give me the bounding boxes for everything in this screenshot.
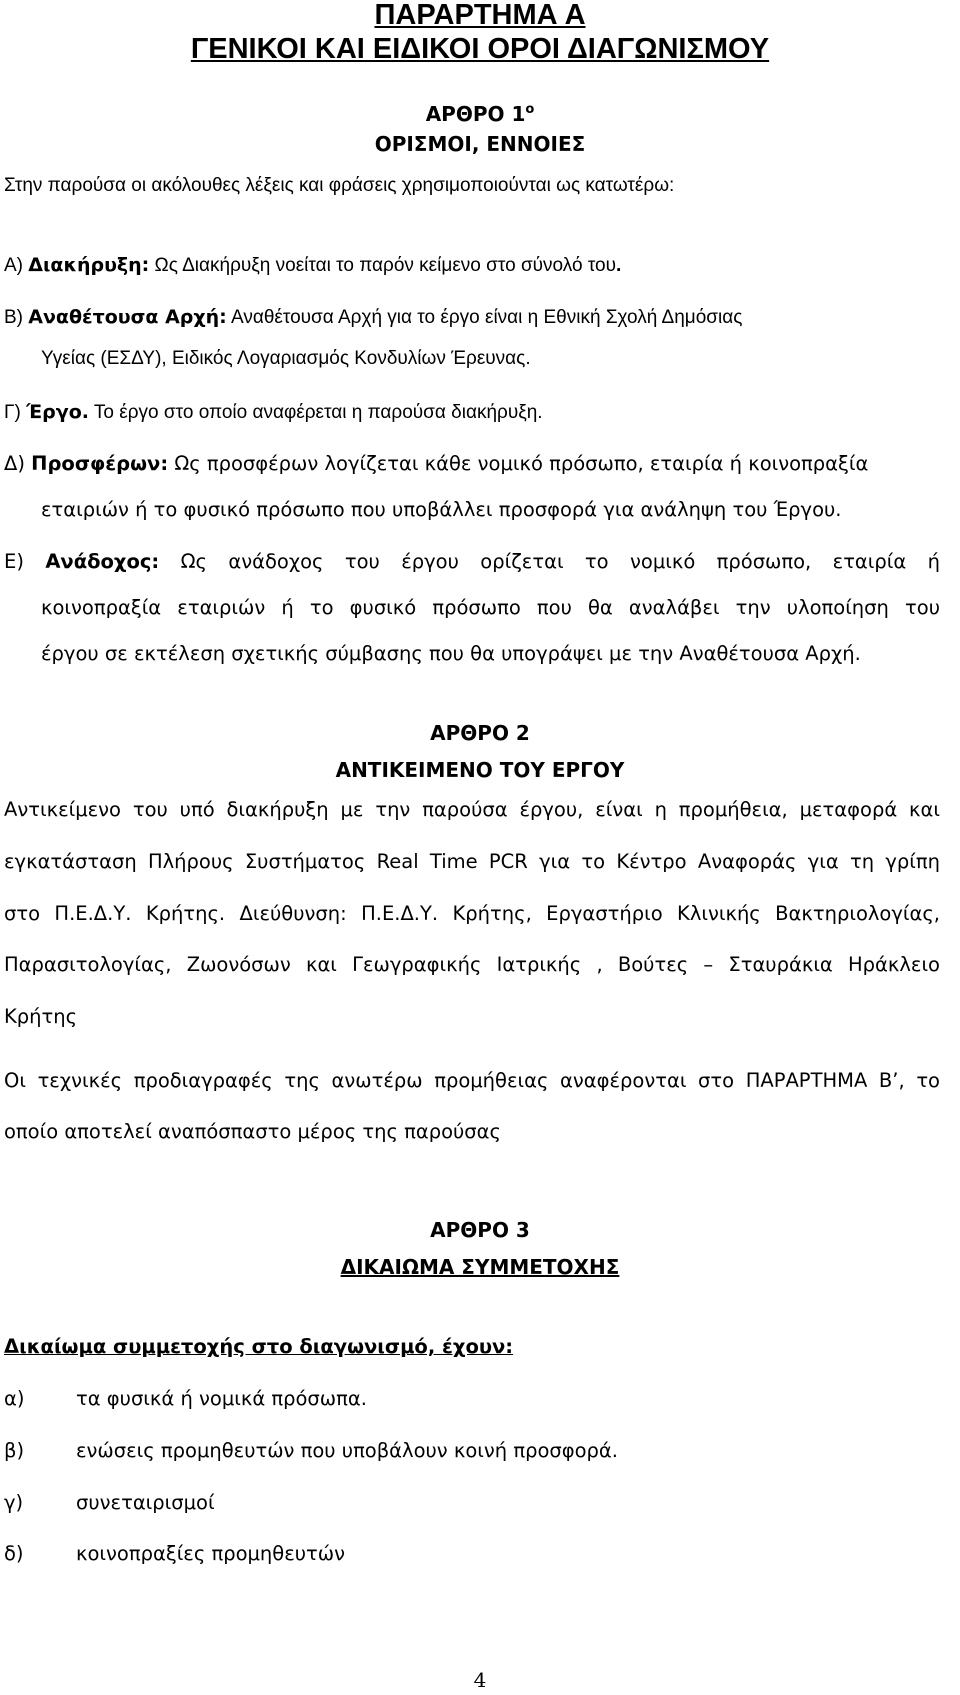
definition-a-term: Διακήρυξη: xyxy=(28,254,150,276)
definition-e-text: Ως ανάδοχος του έργου ορίζεται το νομικό πρόσωπο, εταιρία ή xyxy=(159,550,940,573)
definition-a-text: Ως Διακήρυξη νοείται το παρόν κείμενο στο σύνολό του xyxy=(149,255,617,276)
definition-e-term: Ανάδοχος: xyxy=(45,550,160,573)
article1-heading xyxy=(0,102,960,126)
definition-c xyxy=(4,401,950,424)
article2-line-4: Παρασιτολογίας, Ζωονόσων και Γεωγραφικής Ιατρικής , Βούτες – Σταυράκια Ηράκλειο xyxy=(4,953,940,976)
article2-heading: ΑΡΘΡΟ 2 xyxy=(430,721,530,745)
list-item xyxy=(4,1387,950,1410)
definition-e xyxy=(4,550,940,573)
list-item xyxy=(4,1542,950,1565)
article2-spec-line-2: οποίο αποτελεί αναπόσπαστο μέρος της παρούσας xyxy=(4,1120,501,1143)
definition-b-line2: Υγείας (ΕΣΔΥ), Ειδικός Λογαριασμός Κονδυλίων Έρευνας. xyxy=(41,348,531,369)
article2-line-1: Αντικείμενο του υπό διακήρυξη με την παρούσα έργου, είναι η προμήθεια, μεταφορά και xyxy=(4,798,940,821)
definition-a-prefix: Α) xyxy=(4,255,29,276)
article1-subheading: ΟΡΙΣΜΟΙ, ΕΝΝΟΙΕΣ xyxy=(374,132,586,156)
definition-a-end: . xyxy=(616,255,622,276)
article2-line-3: στο Π.Ε.Δ.Υ. Κρήτης. Διεύθυνση: Π.Ε.Δ.Υ. Κρήτης, Εργαστήριο Κλινικής Βακτηριολογίας, xyxy=(4,902,940,925)
definition-b-term: Αναθέτουσα Αρχή: xyxy=(28,306,227,328)
list-item-label: γ) xyxy=(4,1491,24,1514)
article3-subheading: ΔΙΚΑΙΩΜΑ ΣΥΜΜΕΤΟΧΗΣ xyxy=(340,1255,620,1279)
list-item-text: ενώσεις προμηθευτών που υποβάλουν κοινή προσφορά. xyxy=(76,1439,618,1462)
article3-heading: ΑΡΘΡΟ 3 xyxy=(430,1218,530,1242)
definition-c-text: Το έργο στο οποίο αναφέρεται η παρούσα διακήρυξη. xyxy=(88,402,543,423)
article2-spec-line-1: Οι τεχνικές προδιαγραφές της ανωτέρω προμήθειας αναφέρονται στο ΠΑΡΑΡΤΗΜΑ Β’, το xyxy=(4,1069,940,1092)
definition-d-term: Προσφέρων: xyxy=(31,452,169,475)
article2-subheading: ΑΝΤΙΚΕΙΜΕΝΟ ΤΟΥ ΕΡΓΟΥ xyxy=(335,758,625,782)
definition-a xyxy=(4,254,950,277)
definition-c-term: Έργο. xyxy=(26,401,89,423)
definition-e-line3: έργου σε εκτέλεση σχετικής σύμβασης που θα υπογράψει με την Αναθέτουσα Αρχή. xyxy=(41,642,861,665)
definition-d-text: Ως προσφέρων λογίζεται κάθε νομικό πρόσωπο, εταιρία ή κοινοπραξία xyxy=(168,452,869,475)
list-item-label: δ) xyxy=(4,1542,24,1565)
article1-intro: Στην παρούσα οι ακόλουθες λέξεις και φράσεις χρησιμοποιούνται ως κατωτέρω: xyxy=(4,175,675,196)
list-item-text: κοινοπραξίες προμηθευτών xyxy=(76,1542,346,1565)
definition-d-prefix: Δ) xyxy=(4,452,32,475)
definition-b-text: Αναθέτουσα Αρχή για το έργο είναι η Εθνική Σχολή Δημόσιας xyxy=(226,307,743,328)
list-item xyxy=(4,1491,950,1514)
annex-title: ΠΑΡΑΡΤΗΜΑ Α xyxy=(374,0,586,31)
article2-line-2: εγκατάσταση Πλήρους Συστήματος Real Time PCR για το Κέντρο Αναφοράς για τη γρίπη xyxy=(4,850,940,873)
definition-c-prefix: Γ) xyxy=(4,402,27,423)
article3-right-title: Δικαίωμα συμμετοχής στο διαγωνισμό, έχουν: xyxy=(4,1335,514,1358)
definition-e-prefix: Ε) xyxy=(4,550,46,573)
definition-e-line2: κοινοπραξία εταιριών ή το φυσικό πρόσωπο που θα αναλάβει την υλοποίηση του xyxy=(41,596,940,619)
article2-line-5: Κρήτης xyxy=(4,1005,78,1028)
list-item-label: α) xyxy=(4,1387,25,1410)
list-item-label: β) xyxy=(4,1439,25,1462)
definition-b-prefix: Β) xyxy=(4,307,29,328)
article1-heading-sup: ο xyxy=(525,102,535,117)
annex-subtitle: ΓΕΝΙΚΟΙ ΚΑΙ ΕΙΔΙΚΟΙ ΟΡΟΙ ΔΙΑΓΩΝΙΣΜΟΥ xyxy=(190,33,770,65)
definition-b xyxy=(4,306,950,329)
list-item-text: τα φυσικά ή νομικά πρόσωπα. xyxy=(76,1387,367,1410)
list-item-text: συνεταιρισμοί xyxy=(76,1491,215,1514)
definition-d-line2: εταιριών ή το φυσικό πρόσωπο που υποβάλλει προσφορά για ανάληψη του Έργου. xyxy=(41,498,842,521)
list-item xyxy=(4,1439,950,1462)
definition-d xyxy=(4,452,950,475)
article1-heading-text: ΑΡΘΡΟ 1 xyxy=(425,102,526,126)
page-number: 4 xyxy=(473,1668,487,1692)
